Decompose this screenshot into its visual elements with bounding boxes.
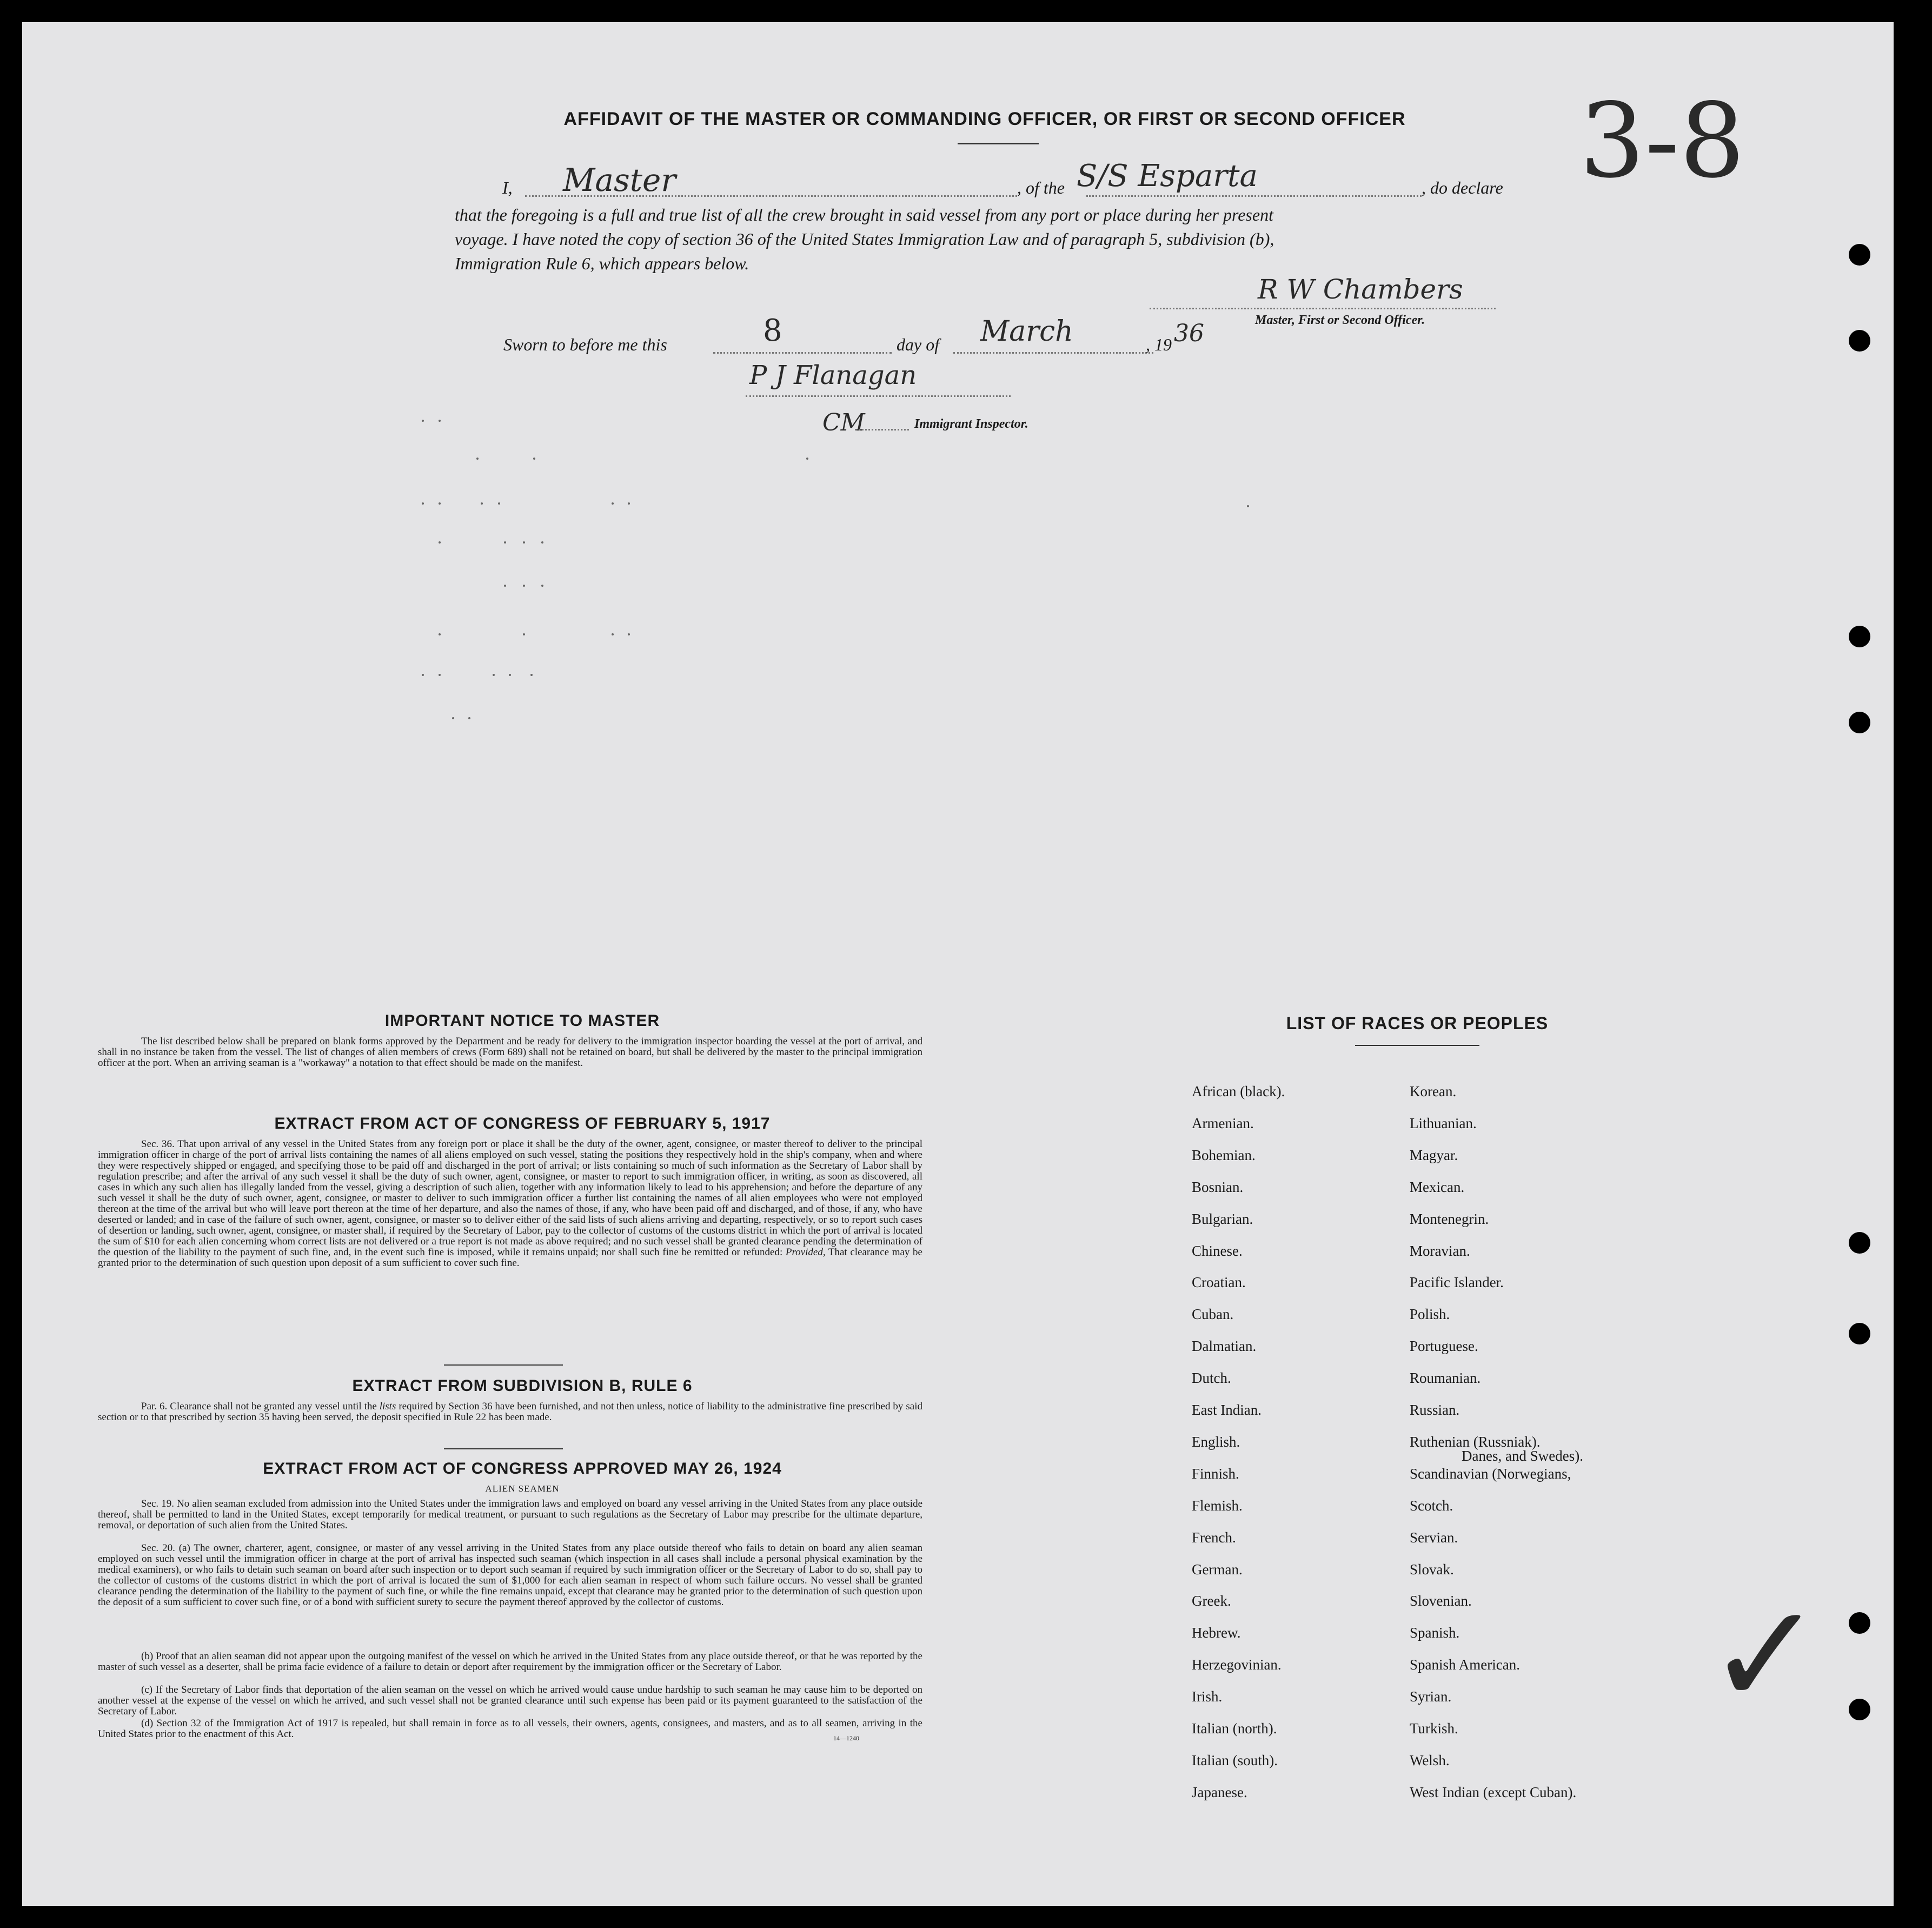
- punch-hole: [1849, 1612, 1870, 1634]
- race-item: African (black).: [1192, 1083, 1285, 1099]
- speck: [439, 674, 441, 676]
- inspector-signature: P J Flanagan: [749, 360, 917, 390]
- i-label: I,: [502, 178, 513, 197]
- race-item: Herzegovinian.: [1192, 1657, 1282, 1673]
- extract-1924-subtitle: ALIEN SEAMEN: [485, 1483, 560, 1494]
- race-item: Dalmatian.: [1192, 1338, 1257, 1354]
- race-item: West Indian (except Cuban).: [1410, 1784, 1577, 1800]
- extract-1924-title: EXTRACT FROM ACT OF CONGRESS APPROVED MAY 26, 1924: [263, 1460, 782, 1478]
- sworn-month-line: [953, 352, 1153, 354]
- race-item: Dutch.: [1192, 1370, 1231, 1386]
- page-number-annotation: 3-8: [1579, 81, 1745, 201]
- race-item: Slovak.: [1410, 1561, 1454, 1578]
- master-signature: R W Chambers: [1258, 274, 1463, 305]
- speck: [452, 717, 454, 719]
- notice-body: The list described below shall be prepared on blank forms approved by the Department and be ready for delivery to the immigration inspector boarding the vessel at the port of arrival, and shall in no instance be taken from the vessel. The list of changes of alien members of crews (Form 689) shall not be retained on board, but shall be delivered by the master to the principal immigration officer at the port. When an arriving seaman is a "workaway" a notation to that effect should be made on the manifest.: [98, 1036, 922, 1069]
- speck: [422, 502, 424, 505]
- race-item: Bohemian.: [1192, 1147, 1256, 1163]
- master-caption: Master, First or Second Officer.: [1255, 313, 1425, 327]
- of-the-label: , of the: [1017, 178, 1065, 197]
- race-item: Slovenian.: [1410, 1593, 1472, 1609]
- race-item: Magyar.: [1410, 1147, 1458, 1163]
- race-item: Chinese.: [1192, 1243, 1243, 1259]
- race-item: Mexican.: [1410, 1179, 1465, 1195]
- race-item: Lithuanian.: [1410, 1115, 1477, 1131]
- year-suffix: 36: [1174, 320, 1204, 347]
- punch-hole: [1849, 244, 1870, 266]
- extract-1917-proviso: Provided,: [785, 1247, 826, 1258]
- speck: [439, 420, 441, 422]
- extract-rule6-title: EXTRACT FROM SUBDIVISION B, RULE 6: [352, 1377, 693, 1395]
- inspector-initials: CM: [822, 409, 865, 436]
- race-item: Italian (south).: [1192, 1752, 1278, 1768]
- speck: [439, 502, 441, 505]
- sworn-month: March: [980, 315, 1073, 348]
- extract-1917-body-start: Sec. 36. That upon arrival of any vessel in the United States from any foreign port or place it shall be the duty of the owner, agent, consignee, or master thereof to deliver to the principal immigration officer in charge of the port of arrival lists containing the names of all aliens employed on such vessel, stating the positions they respectively hold in the ship's company, when and where they were respectively shipped or engaged, and specifying those to be paid off and discharged in the port of arrival; or lists containing so much of such information as the Secretary of Labor shall by regulation prescribe; and after the arrival of any such vessel it shall be the duty of such owner, agent, consignee, or master to report to such immigration officer, in writing, as soon as discovered, all cases in which any such alien has illegally landed from the vessel, giving a description of such alien, together with any information likely to lead to his apprehension; and before the departure of any such vessel it shall be the duty of such owner, agent, consignee, or master to deliver to such immigration officer a further list containing the names of all alien employees who were not employed thereon at the time of the arrival but who will leave port thereon at the time of her departure, and also the names of those, if any, who have been paid off and discharged, and of those, if any, who have deserted or landed; and in case of the failure of such owner, agent, consignee, or master so to deliver either of the said lists of such aliens arriving and departing, respectively, or so to report such cases of desertion or landing, such owner, agent, consignee, or master shall, if required by the Secretary of Labor, pay to the collector of customs of the customs district in which the port of arrival is located the sum of $10 for each alien concerning whom correct lists are not delivered or a true report is not made as above required; and no such vessel shall be granted clearance pending the determination of the question of the liability to the payment of such fine, and, in the event such fine is imposed, while it remains unpaid; nor shall such fine be remitted or refunded:: [98, 1138, 922, 1258]
- speck: [509, 674, 511, 676]
- races-divider: [1355, 1045, 1479, 1046]
- speck: [612, 633, 614, 635]
- affidavit-body-line1: that the foregoing is a full and true list of all the crew brought in said vessel from any port or place during her present: [455, 205, 1273, 224]
- race-item: Armenian.: [1192, 1115, 1254, 1131]
- affidavit-body-line2: voyage. I have noted the copy of section 36 of the United States Immigration Law and of paragraph 5, subdivision (b),: [455, 229, 1274, 249]
- race-item: Roumanian.: [1410, 1370, 1481, 1386]
- speck: [439, 541, 441, 544]
- race-item: Korean.: [1410, 1083, 1457, 1099]
- speck: [422, 420, 424, 422]
- speck: [468, 717, 470, 719]
- extract-1924-sec20d: (d) Section 32 of the Immigration Act of 1917 is repealed, but shall remain in force as to all vessels, their owners, agents, consignees, and masters, and as to all seamen, arriving in the United States prior to the enactment of this Act.: [98, 1718, 922, 1740]
- race-item: Turkish.: [1410, 1720, 1458, 1737]
- extract-rule6-body: [98, 1401, 922, 1423]
- speck: [504, 541, 506, 544]
- race-item: Scandinavian (Norwegians,: [1410, 1466, 1571, 1482]
- day-of-label: day of: [897, 335, 940, 354]
- speck: [1247, 505, 1249, 507]
- speck: [806, 458, 808, 460]
- race-item: Pacific Islander.: [1410, 1274, 1504, 1290]
- race-item: German.: [1192, 1561, 1243, 1578]
- section-divider: [444, 1448, 563, 1449]
- section-divider: [444, 1364, 563, 1366]
- inspector-caption: Immigrant Inspector.: [914, 417, 1028, 431]
- speck: [422, 674, 424, 676]
- extract-rule6-body-start: Par. 6. Clearance shall not be granted any vessel until the: [141, 1401, 380, 1412]
- race-item: Greek.: [1192, 1593, 1231, 1609]
- race-item: English.: [1192, 1434, 1240, 1450]
- punch-hole: [1849, 1232, 1870, 1254]
- race-item: Flemish.: [1192, 1498, 1243, 1514]
- speck: [493, 674, 495, 676]
- race-item: French.: [1192, 1529, 1236, 1546]
- speck: [628, 502, 630, 505]
- punch-hole: [1849, 330, 1870, 352]
- race-item: Irish.: [1192, 1688, 1223, 1705]
- speck: [498, 502, 500, 505]
- race-item: Scotch.: [1410, 1498, 1453, 1514]
- race-item: Syrian.: [1410, 1688, 1452, 1705]
- race-item: Portuguese.: [1410, 1338, 1478, 1354]
- speck: [541, 585, 543, 587]
- speck: [533, 458, 535, 460]
- speck: [612, 502, 614, 505]
- vessel-line: [1086, 195, 1422, 197]
- extract-1924-sec20b: (b) Proof that an alien seaman did not appear upon the outgoing manifest of the vessel on which he arrived in the United States from any place outside thereof, or that he was reported by the master of such vessel as a deserter, shall be prima facie evidence of a failure to detain or deport after requirement by the immigration officer or the Secretary of Labor.: [98, 1651, 922, 1673]
- sworn-label: Sworn to before me this: [503, 335, 667, 354]
- speck: [541, 541, 543, 544]
- extract-1924-sec20a: Sec. 20. (a) The owner, charterer, agent, consignee, or master of any vessel arriving in the United States from any place outside thereof who fails to detain on board any alien seaman employed on such vessel until the immigration officer in charge at the port of arrival has inspected such seaman (which inspection in all cases shall include a personal physical examination by the medical examiners), or who fails to detain such seaman on board after such inspection or to deport such seaman if required by such immigration officer or the Secretary of Labor to do so, shall pay to the collector of customs of the customs district in which the port of arrival is located the sum of $1,000 for each alien seaman in respect of whom such failure occurs. No vessel shall be granted clearance pending the determination of the liability to the payment of such fine, or while the fine remains unpaid, except that clearance may be granted prior to the determination of such question upon the deposit of a sum sufficient to cover such fine, or of a bond with sufficient surety to secure the payment thereof approved by the collector of customs.: [98, 1542, 922, 1608]
- extract-1924-sec20c: (c) If the Secretary of Labor finds that deportation of the alien seaman on the vessel on which he arrived would cause undue hardship to such seaman he may cause him to be deported on another vessel at the expense of the vessel on which he arrived, and such vessel shall not be granted clearance until such expense has been paid or its payment guaranteed to the satisfaction of the Secretary of Labor.: [98, 1684, 922, 1717]
- race-item: Servian.: [1410, 1529, 1458, 1546]
- races-title: LIST OF RACES OR PEOPLES: [1286, 1013, 1549, 1033]
- race-item: Croatian.: [1192, 1274, 1246, 1290]
- notice-title: IMPORTANT NOTICE TO MASTER: [384, 1012, 660, 1030]
- race-scandinavian-continued: Danes, and Swedes).: [1462, 1448, 1583, 1464]
- rank-value: Master: [563, 162, 676, 198]
- vessel-value: S/S Esparta: [1077, 158, 1258, 194]
- speck: [523, 633, 525, 635]
- race-item: Spanish American.: [1410, 1657, 1520, 1673]
- sworn-day-line: [713, 352, 892, 354]
- speck: [504, 585, 506, 587]
- sworn-day: 8: [763, 313, 782, 348]
- race-item: Italian (north).: [1192, 1720, 1277, 1737]
- punch-hole: [1849, 1699, 1870, 1720]
- extract-rule6-lists: lists: [379, 1401, 396, 1412]
- checkmark-annotation: ✓: [1707, 1574, 1824, 1737]
- speck: [439, 633, 441, 635]
- year-prefix: , 19: [1146, 335, 1172, 354]
- form-number: 14—1240: [833, 1734, 859, 1742]
- paper-sheet: [22, 22, 1894, 1906]
- race-item: Bulgarian.: [1192, 1211, 1253, 1227]
- master-signature-line: [1150, 308, 1496, 309]
- speck: [628, 633, 630, 635]
- extract-1917-body-end: That clearance may be granted prior to the determination of such question upon deposit of a sum sufficient to cover such fine.: [98, 1247, 922, 1269]
- race-item: Bosnian.: [1192, 1179, 1244, 1195]
- inspector-signature-line: [746, 395, 1011, 397]
- race-item: Moravian.: [1410, 1243, 1470, 1259]
- race-item: East Indian.: [1192, 1402, 1262, 1418]
- title-divider: [958, 143, 1039, 144]
- race-item: Welsh.: [1410, 1752, 1450, 1768]
- race-item: Cuban.: [1192, 1306, 1234, 1322]
- punch-hole: [1849, 626, 1870, 647]
- race-item: Ruthenian (Russniak).: [1410, 1434, 1541, 1450]
- extract-1917-body: [98, 1139, 922, 1269]
- race-item: Hebrew.: [1192, 1625, 1241, 1641]
- extract-rule6-body-end: required by Section 36 have been furnished, and not then unless, notice of liability to the administrative fine prescribed by said section or to that prescribed by section 35 having been served, the deposit specified in Rule 22 has been made.: [98, 1401, 922, 1423]
- speck: [476, 458, 479, 460]
- punch-hole: [1849, 712, 1870, 733]
- speck: [481, 502, 483, 505]
- race-item: Finnish.: [1192, 1466, 1239, 1482]
- extract-1917-title: EXTRACT FROM ACT OF CONGRESS OF FEBRUARY 5, 1917: [274, 1115, 771, 1132]
- speck: [523, 541, 525, 544]
- affidavit-title: AFFIDAVIT OF THE MASTER OR COMMANDING OFFICER, OR FIRST OR SECOND OFFICER: [563, 109, 1406, 129]
- race-item: Spanish.: [1410, 1625, 1460, 1641]
- extract-1924-sec19: Sec. 19. No alien seaman excluded from admission into the United States under the immigration laws and employed on board any vessel arriving in the United States from any place outside thereof, shall be permitted to land in the United States, except temporarily for medical treatment, or pursuant to such regulations as the Secretary of Labor may prescribe for the ultimate departure, removal, or deportation of such alien from the United States.: [98, 1498, 922, 1531]
- affidavit-body-line3: Immigration Rule 6, which appears below.: [455, 254, 749, 273]
- race-item: Japanese.: [1192, 1784, 1247, 1800]
- punch-hole: [1849, 1323, 1870, 1344]
- inspector-caption-line: [855, 429, 909, 430]
- race-item: Polish.: [1410, 1306, 1450, 1322]
- speck: [530, 674, 533, 676]
- speck: [523, 585, 525, 587]
- race-item: Russian.: [1410, 1402, 1460, 1418]
- declare-label: , do declare: [1422, 178, 1503, 197]
- race-item: Montenegrin.: [1410, 1211, 1489, 1227]
